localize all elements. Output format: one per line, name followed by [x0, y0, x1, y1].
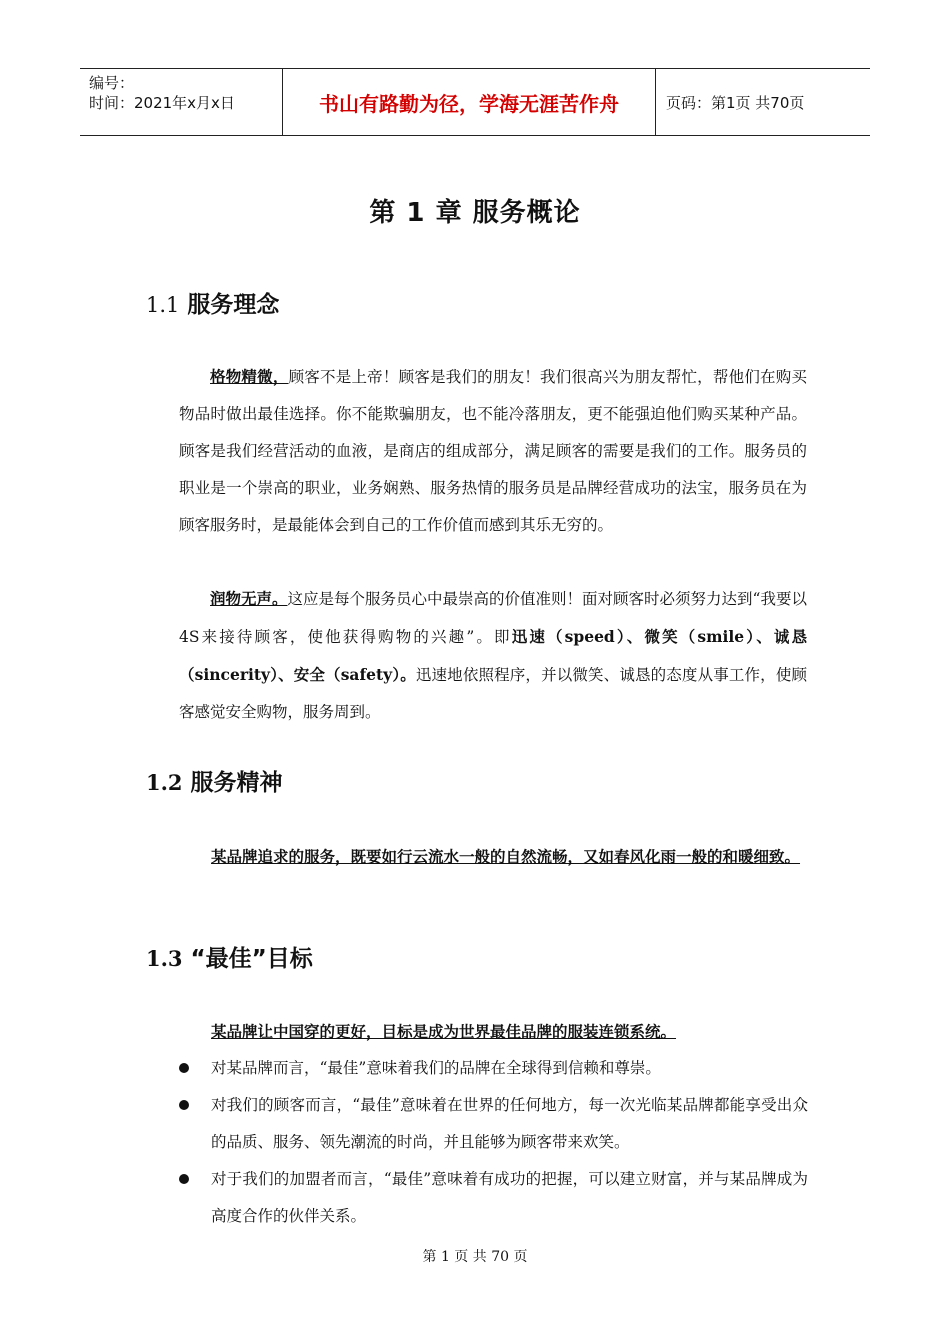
header-meta — [80, 69, 282, 135]
header-number-label: 编号： — [89, 74, 135, 92]
bullet-text: 对于我们的加盟者而言，“最佳”意味着有成功的把握，可以建立财富，并与某品牌成为高度合作的伙伴关系。 — [211, 1170, 808, 1225]
section-1-1-paragraph-2 — [179, 580, 807, 731]
chapter-title: 第 1 章 服务概论 — [369, 198, 581, 228]
section-1-3-number: 1.3 — [146, 946, 183, 971]
bullet-dot-icon — [179, 1063, 189, 1073]
section-1-1-number: 1.1 — [146, 293, 180, 317]
para1-lead: 格物精微， — [210, 367, 289, 386]
page-footer: 第 1 页 共 70 页 — [422, 1249, 528, 1265]
header-time-label: 时间：2021年x月x日 — [89, 94, 235, 112]
bullet-dot-icon — [179, 1100, 189, 1110]
list-item — [176, 1050, 808, 1087]
section-1-3-title: “最佳”目标 — [190, 946, 313, 972]
para2-4s-terms: 迅速（speed）、微笑（smile）、诚恳（sincerity）、安全（safety）。 — [179, 627, 807, 684]
header-motto: 书山有路勤为径，学海无涯苦作舟 — [319, 91, 619, 116]
header-motto-cell — [282, 69, 656, 135]
section-1-2-heading — [146, 764, 283, 797]
page-header — [80, 68, 870, 136]
list-item — [176, 1087, 808, 1161]
para2-text-a: 这应是每个服务员心中最崇高的价值准则！面对顾客时必须努力达到“我要以4S来接待顾客，使他获得购物的兴趣”。即 — [179, 590, 807, 646]
bullet-dot-icon — [179, 1174, 189, 1184]
list-item — [176, 1161, 808, 1235]
section-1-1-heading — [146, 286, 279, 319]
bullet-text: 对某品牌而言，“最佳”意味着我们的品牌在全球得到信赖和尊崇。 — [211, 1059, 661, 1077]
para1-text: 顾客不是上帝！顾客是我们的朋友！我们很高兴为朋友帮忙，帮他们在购买物品时做出最佳选择。你不能欺骗朋友，也不能冷落朋友，更不能强迫他们购买某种产品。顾客是我们经营活动的血液，是商店的组成部分，满足顾客的需要是我们的工作。服务员的职业是一个崇高的职业，业务娴熟、服务热情的服务员是品牌经营成功的法宝，服务员在为顾客服务时，是最能体会到自己的工作价值而感到其乐无穷的。 — [179, 368, 807, 534]
section-1-2-number: 1.2 — [146, 770, 183, 795]
para2-lead: 润物无声。 — [210, 589, 288, 608]
section-1-1-title: 服务理念 — [187, 292, 280, 318]
header-page-info-text: 页码：第1页 共70页 — [666, 93, 805, 112]
bullet-text: 对我们的顾客而言，“最佳”意味着在世界的任何地方，每一次光临某品牌都能享受出众的品质、服务、领先潮流的时尚，并且能够为顾客带来欢笑。 — [211, 1096, 808, 1151]
header-page-info — [656, 69, 870, 135]
section-1-2-title: 服务精神 — [190, 770, 283, 796]
section-1-1-paragraph-1 — [179, 358, 807, 544]
section-1-2-emphasis: 某品牌追求的服务，既要如行云流水一般的自然流畅，又如春风化雨一般的和暖细致。 — [211, 848, 801, 866]
goal-bullet-list — [176, 1050, 808, 1235]
para2-text-b: 迅速地依照程序，并以微笑、诚恳的态度从事工作，使顾客感觉安全购物，服务周到。 — [179, 666, 807, 721]
section-1-3-heading — [146, 940, 313, 973]
section-1-3-emphasis: 某品牌让中国穿的更好，目标是成为世界最佳品牌的服装连锁系统。 — [211, 1023, 677, 1041]
